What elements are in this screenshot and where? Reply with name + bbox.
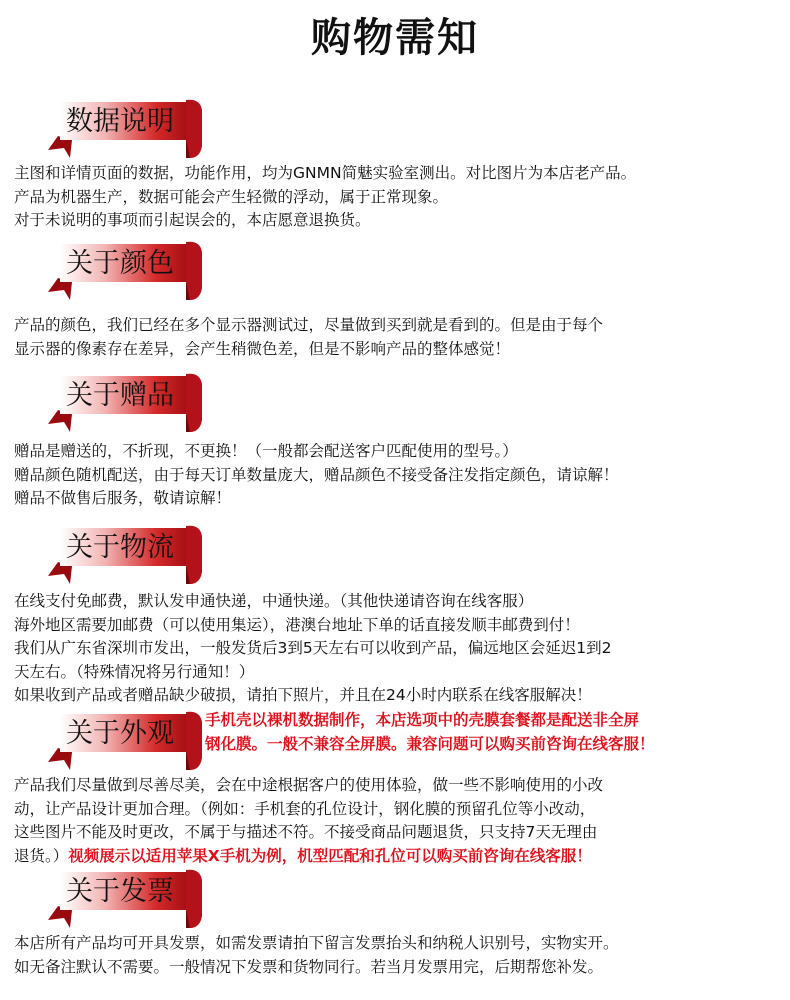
section-heading-ribbon <box>0 704 210 774</box>
section-body <box>14 162 784 233</box>
appearance-notice <box>205 708 785 756</box>
notice-line: 钢化膜。一般不兼容全屏膜。兼容问题可以购买前咨询在线客服！ <box>205 735 655 753</box>
section-body <box>14 314 784 361</box>
notice-line: 手机壳以裸机数据制作，本店选项中的壳膜套餐都是配送非全屏 <box>205 711 640 729</box>
body-line: 赠品颜色随机配送，由于每天订单数量庞大，赠品颜色不接受备注发指定颜色，请谅解！ <box>14 465 619 484</box>
section-heading-ribbon <box>0 366 210 436</box>
section-body <box>14 440 784 511</box>
section-heading-ribbon <box>0 234 210 304</box>
body-line: 赠品不做售后服务，敬请谅解！ <box>14 489 232 507</box>
section-heading: 关于颜色 <box>66 248 174 279</box>
section-body <box>14 590 784 708</box>
section-body <box>14 932 784 979</box>
body-line: 如果收到产品或者赠品缺少破损，请拍下照片，并且在24小时内联系在线客服解决！ <box>14 686 592 704</box>
body-line: 我们从广东省深圳市发出，一般发货后3到5天左右可以收到产品，偏远地区会延迟1到2 <box>14 639 612 657</box>
body-line: 对于未说明的事项而引起误会的，本店愿意退换货。 <box>14 211 371 229</box>
section-heading-ribbon <box>0 92 210 162</box>
body-line: 在线支付免邮费，默认发申通快递，中通快递。（其他快递请咨询在线客服） <box>14 592 534 610</box>
body-line: 赠品是赠送的，不折现，不更换！（一般都会配送客户匹配使用的型号。） <box>14 442 518 460</box>
section-heading: 数据说明 <box>66 106 174 137</box>
body-line: 产品的颜色，我们已经在多个显示器测试过，尽量做到买到就是看到的。但是由于每个 <box>14 316 604 334</box>
body-line: 主图和详情页面的数据，功能作用，均为GNMN简魅实验室测出。对比图片为本店老产品。 <box>14 164 637 182</box>
body-line: 产品我们尽量做到尽善尽美，会在中途根据客户的使用体验，做一些不影响使用的小改 <box>14 776 604 794</box>
section-heading: 关于物流 <box>66 532 174 563</box>
body-line: 显示器的像素存在差异，会产生稍微色差，但是不影响产品的整体感觉！ <box>14 339 511 358</box>
body-line: 这些图片不能及时更改，不属于与描述不符。不接受商品问题退货，只支持7天无理由 <box>14 823 598 841</box>
section-heading: 关于发票 <box>66 876 174 907</box>
section-heading-ribbon <box>0 862 210 932</box>
page-title: 购物需知 <box>311 15 479 61</box>
section-heading-ribbon <box>0 518 210 588</box>
body-line: 如无备注默认不需要。一般情况下发票和货物同行。若当月发票用完，后期帮您补发。 <box>14 957 604 976</box>
body-line: 产品为机器生产，数据可能会产生轻微的浮动，属于正常现象。 <box>14 187 449 206</box>
body-line: 动，让产品设计更加合理。（例如：手机套的孔位设计，钢化膜的预留孔位等小改动， <box>14 799 596 818</box>
body-line: 海外地区需要加邮费（可以使用集运），港澳台地址下单的话直接发顺丰邮费到付！ <box>14 615 580 634</box>
section-heading: 关于赠品 <box>66 380 174 411</box>
body-line: 本店所有产品均可开具发票，如需发票请拍下留言发票抬头和纳税人识别号，实物实开。 <box>14 934 619 952</box>
body-text: 退货。） <box>14 846 69 865</box>
section-heading: 关于外观 <box>66 718 174 749</box>
body-line: 天左右。（特殊情况将另行通知！） <box>14 662 255 681</box>
video-notice: 视频展示以适用苹果X手机为例，机型匹配和孔位可以购买前咨询在线客服！ <box>68 846 592 865</box>
section-body <box>14 774 784 868</box>
